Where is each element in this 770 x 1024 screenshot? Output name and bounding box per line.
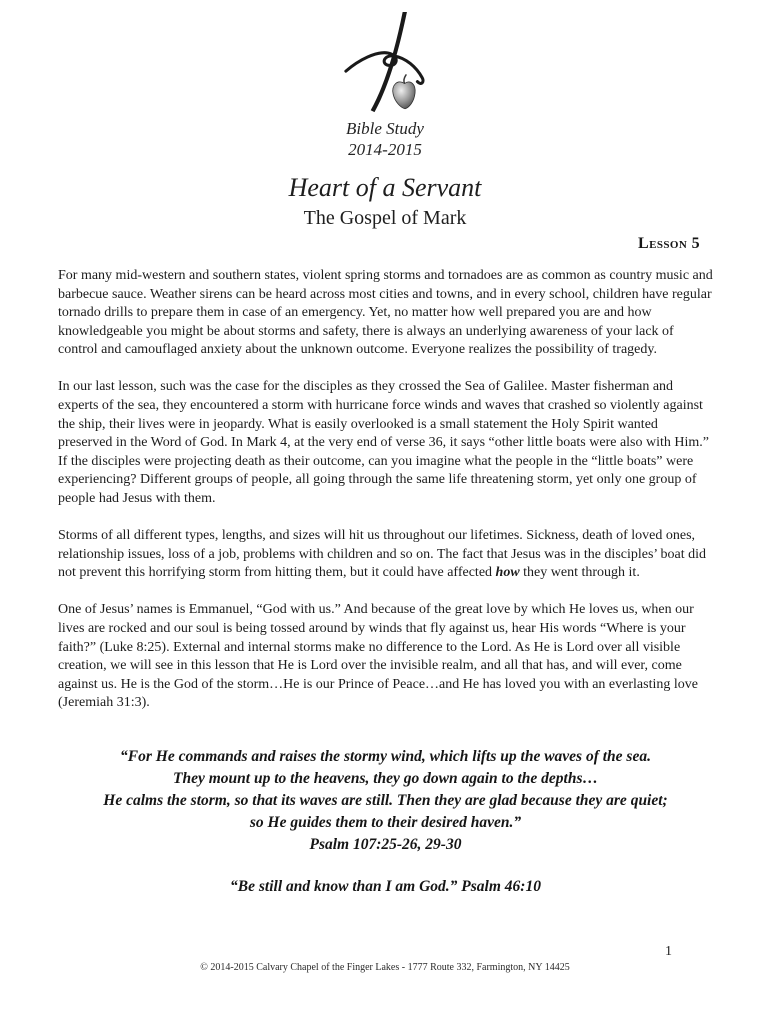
paragraph-emmanuel: One of Jesus’ names is Emmanuel, “God with us.” And because of the great love by which He loves us, when our lives are rocked and our soul is being tossed around by winds that fly against us, hear His words “Where is your faith?” (Luke 8:25). External and internal storms make no difference to the Lord. As He is Lord over all visible creation, we will see in this lesson that He is Lord over the invisible realm, and all that has, and will ever, come against us. He is the God of the storm…He is our Prince of Peace…and He has loved you with an everlasting love (Jeremiah 31:3).: [58, 602, 698, 711]
calligraphic-a-with-heart-logo-icon: [323, 8, 447, 118]
copyright-footer: © 2014-2015 Calvary Chapel of the Finger Lakes - 1777 Route 332, Farmington, NY 14425: [200, 962, 570, 973]
page-subtitle: The Gospel of Mark: [303, 207, 467, 229]
quote-reference: Psalm 107:25-26, 29-30: [309, 835, 462, 853]
page-number: 1: [665, 944, 672, 959]
body-text: [0, 267, 770, 898]
psalm-46-quote: “Be still and know than I am God.” Psalm 46:10: [230, 877, 541, 895]
paragraph-sea-of-galilee: In our last lesson, such was the case for the disciples as they crossed the Sea of Galilee. Master fisherman and experts of the sea, they encountered a storm with hurricane force winds and waves that crashed so violently against the ship, their lives were in jeopardy. What is easily overlooked is a small statement the Holy Spirit wanted preserved in the Word of God. In Mark 4, at the very end of verse 36, it says “other little boats were also with Him.” If the disciples were projecting death as their outcome, can you imagine what the people in the “little boats” were experiencing? Different groups of people, all going through the same life threatening storm, yet only one group of people had Jesus with them.: [58, 379, 709, 507]
lesson-label: Lesson 5: [638, 235, 700, 252]
quote-line: “For He commands and raises the stormy wind, which lifts up the waves of the sea.: [120, 747, 651, 765]
org-name: Bible Study: [346, 119, 424, 138]
ministry-logo-block: [0, 0, 770, 160]
org-years: 2014-2015: [348, 140, 422, 159]
paragraph-storm-types-end: they went through it.: [519, 565, 640, 581]
psalm-107-quote: [58, 746, 713, 856]
quote-line: so He guides them to their desired haven.”: [249, 813, 522, 831]
quote-line: They mount up to the heavens, they go down again to the depths…: [173, 769, 598, 787]
quote-line: He calms the storm, so that its waves are still. Then they are glad because they are quiet;: [103, 791, 668, 809]
paragraph-storm-types-text: Storms of all different types, lengths, and sizes will hit us throughout our lifetimes. Sickness, death of loved ones, relationship issues, loss of a job, problems with children and so on. The fact that Jesus was in the disciples’ boat did not prevent this horrifying storm from hitting them, but it could have affected: [58, 528, 707, 581]
paragraph-storm-types: [58, 527, 713, 583]
page-title: Heart of a Servant: [288, 173, 482, 202]
emphasized-word: how: [495, 565, 520, 581]
paragraph-storms-intro: For many mid-western and southern states, violent spring storms and tornadoes are as common as country music and barbecue sauce. Weather sirens can be heard across most cities and towns, and in every school, children have regular tornado drills to prepare them in case of an emergency. Yet, no matter how well prepared you are and how knowledgeable you might be about storms and safety, there is always an underlying awareness of your lack of control and camouflaged anxiety about the unknown outcome. Everyone realizes the possibility of tragedy.: [58, 268, 713, 358]
logo-heart-icon: [393, 75, 415, 109]
logo-a-swash: [346, 53, 423, 84]
